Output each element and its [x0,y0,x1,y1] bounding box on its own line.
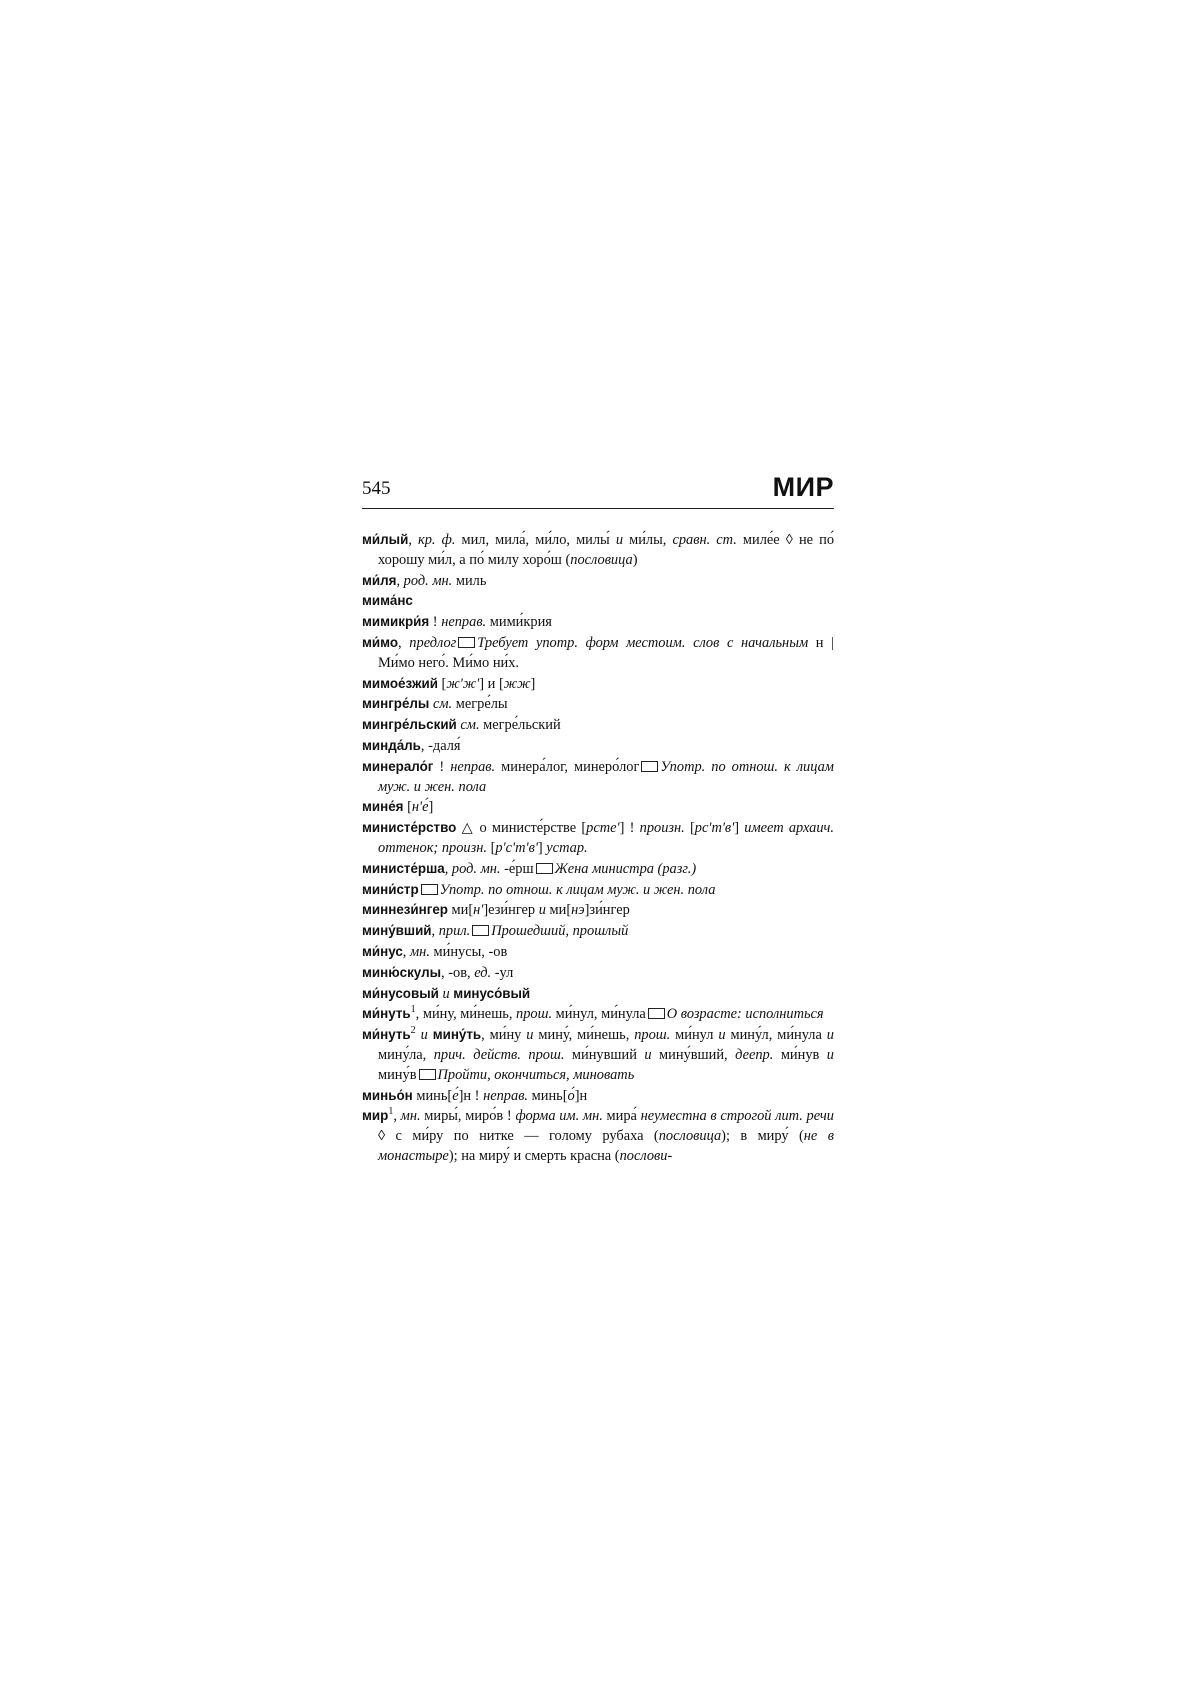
entry-text: ] [530,675,536,692]
entry-text: ); на миру́ и смерть красна ( [448,1147,620,1164]
headword: минусо́вый [453,985,531,1001]
grammatical-note: и [826,1046,834,1063]
entry-text: -ул [491,964,514,981]
entry-text: ! [429,614,442,631]
grammatical-note: имеет архаич. оттенок; произн. [378,820,835,856]
grammatical-note: мн. [400,1108,421,1125]
grammatical-note: прош. [516,1006,553,1023]
headword: мину́вший [362,923,432,939]
headword: мингре́лы [362,696,430,712]
grammatical-note: Пройти, окончиться, миновать [437,1066,635,1083]
grammatical-note: форма им. мн. [515,1108,603,1125]
grammatical-note: о́ [567,1087,575,1104]
grammatical-note: О возрасте: исполниться [666,1006,824,1023]
homonym-index: 2 [410,1025,416,1037]
usage-note-box-icon [421,884,438,895]
dictionary-entry [362,984,834,1005]
entry-text: ◊ с ми́ру по нитке — голому рубаха ( [378,1128,659,1145]
entry-text: ] ! [619,820,640,837]
dictionary-entry [362,942,834,963]
grammatical-note: прош. [634,1027,671,1044]
dictionary-entry [362,880,834,901]
dictionary-entry [362,1004,834,1025]
dictionary-entry [362,963,834,984]
entry-text: ми[ [447,902,474,919]
entry-text: ми́нусы, -ов [429,943,508,960]
entry-text: ] [428,799,434,816]
grammatical-note: устар. [546,839,588,856]
grammatical-note: мн. [410,943,430,960]
grammatical-note: и [442,985,450,1002]
entry-text: , [408,532,418,548]
headword: ми́нусовый [362,985,439,1001]
headword: мимикри́я [362,614,430,630]
entry-text: ! [433,758,451,775]
entry-text: ]зи́нгер [584,902,630,919]
dictionary-entry [362,674,834,695]
headword: ми́мо [362,634,399,650]
grammatical-note: и [538,902,546,919]
headword: мине́я [362,799,404,815]
entry-text: ] и [ [479,675,504,692]
entry-text: мину́ла, [378,1046,434,1063]
grammatical-note: и [826,1027,834,1044]
headword: мир [362,1108,389,1124]
dictionary-entry [362,1025,834,1085]
dictionary-entry [362,612,834,633]
grammatical-note: ж'ж' [446,675,480,692]
headword: министе́рша [362,860,445,876]
headword: ми́нус [362,943,403,959]
headword: министе́рство [362,820,457,836]
headword: ми́лый [362,532,409,547]
entry-text: мину́в [378,1066,417,1083]
entry-text: , -ов, [441,964,475,981]
entry-text: , [444,860,452,877]
usage-note-box-icon [458,637,475,648]
grammatical-note: и [420,1027,428,1044]
dictionary-entry [362,591,834,612]
dictionary-entry [362,757,834,798]
entry-text: мил, мила́, ми́ло, милы́ [455,532,616,548]
usage-note-box-icon [536,863,553,874]
entry-text: [ [684,820,695,837]
entry-text: ми[ [545,902,572,919]
entry-text: минера́лог, минеро́лог [495,758,640,775]
grammatical-note: см. [460,717,480,734]
entry-text: [ [486,839,496,856]
grammatical-note: неправ. [483,1087,529,1104]
grammatical-note: н'е́ [411,799,429,816]
entry-text: ми́нул [670,1027,719,1044]
entry-text: мегре́лы [452,696,508,713]
entry-text: ми́нув [773,1046,827,1063]
entry-text: [ [403,799,412,816]
header-rule [362,508,834,509]
entry-text: -е́рш [500,860,534,877]
grammatical-note: и [526,1027,534,1044]
dictionary-entry [362,715,834,736]
dictionary-entry [362,900,834,921]
entry-text: минь[ [412,1087,453,1104]
entry-text: ми́нул, ми́нула [552,1006,646,1023]
entry-text: мину́вший, [651,1046,736,1063]
usage-note-box-icon [419,1069,436,1080]
homonym-index: 1 [388,1106,394,1118]
grammatical-note: н' [473,902,484,919]
dictionary-entry [362,736,834,757]
headword: минерало́г [362,758,434,774]
dictionary-entry [362,921,834,942]
grammatical-note: произн. [639,820,685,837]
entry-text: н | Ми́мо него́. Ми́мо ни́х. [378,634,835,671]
dictionary-entry [362,530,834,571]
headword: мимое́зжий [362,675,438,691]
headword: миннези́нгер [362,902,448,918]
grammatical-note: нэ [571,902,585,919]
grammatical-note: деепр. [735,1046,774,1063]
grammatical-note: жж [503,675,531,692]
entry-text: мину́, ми́нешь, [533,1027,635,1044]
entry-text: ) [632,551,638,568]
headword: ми́нуть [362,1027,411,1043]
grammatical-note: рсте' [586,820,620,837]
grammatical-note: род. мн. [403,572,453,589]
entry-text: , [393,1108,401,1125]
entry-text: миль [452,572,487,589]
grammatical-note: неправ. [450,758,496,775]
entry-text: ] [734,820,745,837]
dictionary-entry [362,571,834,592]
dictionary-entry [362,694,834,715]
headword: миньо́н [362,1087,413,1103]
entry-text: [ [437,675,447,692]
grammatical-note: Употр. по отнош. к лицам муж. и жен. пола [378,758,834,795]
entry-text: ]н [574,1087,588,1104]
entry-text: , ми́ну, ми́нешь, [415,1006,517,1023]
dictionary-entries [362,530,834,1167]
grammatical-note: не в монастыре [378,1128,834,1164]
grammatical-note: Прошедший, прошлый [491,923,629,940]
headword: мима́нс [362,593,413,609]
usage-note-box-icon [648,1008,665,1019]
grammatical-note: Употр. по отнош. к лицам муж. и жен. пола [439,881,716,898]
headword: ми́ля [362,572,397,588]
entry-text: мину́л, ми́нула [725,1027,827,1044]
grammatical-note: послови- [619,1147,673,1164]
entry-text: ми́нувший [564,1046,645,1063]
dictionary-entry [362,1106,834,1166]
grammatical-note: см. [432,696,453,713]
running-head: МИР [772,472,834,502]
headword: ми́нуть [362,1006,411,1022]
grammatical-note: род. мн. [451,860,501,877]
entry-text: △ о министе́рстве [ [456,820,587,837]
entry-text: мими́крия [486,614,552,631]
grammatical-note: е́ [452,1087,459,1104]
headword: мини́стр [362,881,419,897]
dictionary-entry [362,859,834,880]
grammatical-note: рс'т'в' [694,820,735,837]
entry-text: мегре́льский [479,717,561,734]
grammatical-note: прил. [438,923,471,940]
grammatical-note: неуместна в строгой лит. речи [640,1108,834,1125]
entry-text: , [396,572,404,589]
homonym-index: 1 [410,1004,416,1016]
entry-text: , ми́ну [481,1027,527,1044]
dictionary-entry [362,818,834,859]
grammatical-note: пословица [658,1128,722,1145]
page-number: 545 [362,478,391,499]
usage-note-box-icon [472,925,489,936]
entry-text: , [431,923,439,940]
grammatical-note: кр. ф. [418,532,456,548]
grammatical-note: ед. [474,964,492,981]
entry-text: миле́е ◊ не по́ хорошу ми́л, а по́ милу хоро́ш ( [378,532,835,568]
grammatical-note: сравн. ст. [672,532,737,548]
usage-note-box-icon [641,761,658,772]
grammatical-note: и [718,1027,726,1044]
entry-text: мира́ [602,1108,641,1125]
entry-text: ]н ! [458,1087,484,1104]
dictionary-entry [362,633,834,674]
entry-text: , [402,943,410,960]
entry-text: ми́лы, [623,532,673,548]
entry-text: минь[ [528,1087,568,1104]
grammatical-note: и [644,1046,652,1063]
page-header [362,472,834,510]
grammatical-note: и [615,532,624,548]
grammatical-note: пословица [570,551,633,568]
entry-text: ]ези́нгер [483,902,539,919]
dictionary-entry [362,1086,834,1107]
headword: мину́ть [432,1027,482,1043]
grammatical-note: Жена министра (разг.) [554,860,697,877]
grammatical-note: прич. действ. прош. [433,1046,565,1063]
entry-text: ); в миру́ ( [721,1128,804,1145]
dictionary-entry [362,797,834,818]
grammatical-note: предлог [409,634,457,651]
entry-text: , -даля́ [420,737,461,754]
headword: мингре́льский [362,717,457,733]
entry-text: ] [537,839,547,856]
grammatical-note: р'с'т'в' [495,839,538,856]
grammatical-note: Требует употр. форм местоим. слов с начальным [477,634,809,651]
headword: минда́ль [362,737,421,753]
grammatical-note: неправ. [441,614,487,631]
entry-text: миры́, миро́в ! [420,1108,516,1125]
headword: миню́скулы [362,964,442,980]
entry-text: , [398,634,410,651]
